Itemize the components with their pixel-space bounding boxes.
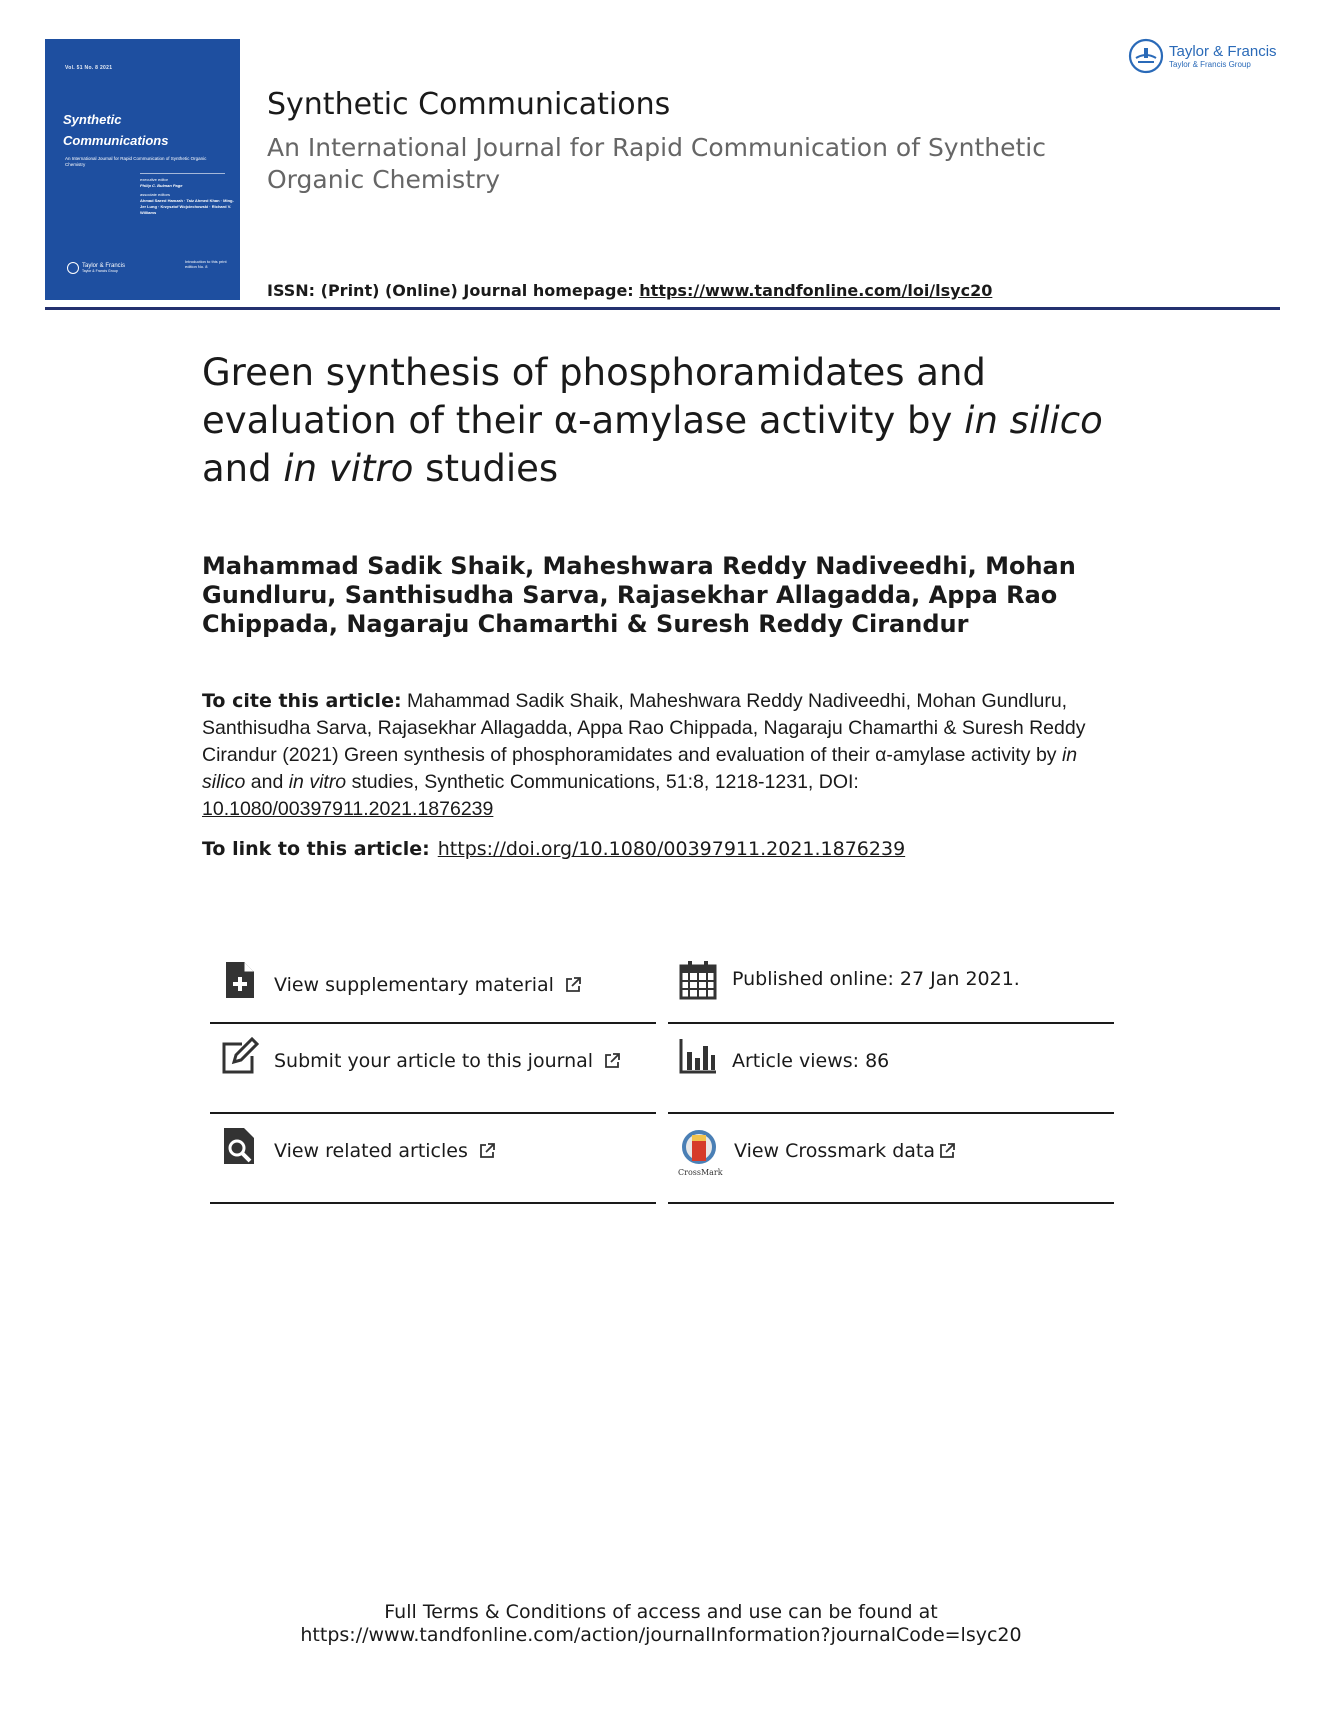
article-title-text3: studies xyxy=(413,447,559,490)
issn-line xyxy=(267,281,992,300)
article-title-text2: and xyxy=(202,447,284,490)
citation-lead: To cite this article: xyxy=(202,690,402,712)
citation-text2: and xyxy=(245,771,289,793)
cover-editors xyxy=(140,177,235,216)
bar-chart-icon xyxy=(678,1036,718,1076)
crossmark-label: View Crossmark data xyxy=(734,1140,936,1162)
cover-subtitle: An International Journal for Rapid Communication of Synthetic Organic Chemistry xyxy=(65,156,207,167)
article-doi-link[interactable]: https://doi.org/10.1080/00397911.2021.1876239 xyxy=(437,838,906,860)
issn-label: ISSN: (Print) (Online) Journal homepage: xyxy=(267,281,640,300)
article-title-text1: Green synthesis of phosphoramidates and evaluation of their α-amylase activity by xyxy=(202,351,986,442)
cover-rule xyxy=(140,173,225,174)
crossmark-cell[interactable] xyxy=(668,1114,1114,1204)
publisher-logo-icon xyxy=(1128,38,1164,74)
cover-title-line1: Synthetic xyxy=(63,112,122,127)
citation-block xyxy=(202,688,1102,823)
cover-assoc-label: associate editors xyxy=(140,192,171,197)
journal-homepage-link[interactable]: https://www.tandfonline.com/loi/lsyc20 xyxy=(639,281,993,300)
citation-text1: Mahammad Sadik Shaik, Maheshwara Reddy Nadiveedhi, Mohan Gundluru, Santhisudha Sarva, Rajasekhar Allagadda, Appa Rao Chippada, Nagaraju Chamarthi & Suresh Reddy Cirandur (2021) Green synthesis of phosphoramidates and evaluation of their α-amylase activity by xyxy=(202,690,1086,766)
citation-italic2: in vitro xyxy=(288,771,347,793)
related-label: View related articles xyxy=(274,1140,468,1162)
external-link-icon xyxy=(938,1142,956,1160)
cover-title xyxy=(63,109,168,151)
related-cell[interactable] xyxy=(210,1114,656,1204)
article-authors: Mahammad Sadik Shaik, Maheshwara Reddy Nadiveedhi, Mohan Gundluru, Santhisudha Sarva, Rajasekhar Allagadda, Appa Rao Chippada, Nagaraju Chamarthi & Suresh Reddy Cirandur xyxy=(202,552,1076,638)
cover-publisher-name: Taylor & Francis xyxy=(82,263,126,269)
views-cell xyxy=(668,1024,1114,1114)
published-label: Published online: 27 Jan 2021. xyxy=(732,968,1020,990)
article-link-lead: To link to this article: xyxy=(202,838,430,860)
article-title-italic2: in vitro xyxy=(283,447,414,490)
views-label: Article views: 86 xyxy=(732,1050,890,1072)
header-divider xyxy=(45,307,1280,310)
footer xyxy=(0,1601,1322,1647)
publisher-name: Taylor & Francis xyxy=(1169,43,1277,60)
cover-assoc: Ahmad Saeed Hamzah · Taiz Ahmed Khan · Ming-Jer Lung · Krzysztof Wojciechowski · Richard V. Williams xyxy=(140,198,234,215)
cover-editor-label: executive editor xyxy=(140,177,169,182)
cover-publisher-icon xyxy=(67,262,79,274)
edit-icon xyxy=(220,1036,260,1076)
article-link-line xyxy=(202,838,905,860)
crossmark-icon xyxy=(678,1130,723,1177)
citation-italic1: in silico xyxy=(202,744,1078,793)
supplementary-cell[interactable] xyxy=(210,934,656,1024)
article-title xyxy=(202,349,1122,493)
submit-cell[interactable] xyxy=(210,1024,656,1114)
cover-publisher xyxy=(67,262,125,274)
crossmark-caption: CrossMark xyxy=(678,1168,723,1177)
citation-doi-link[interactable]: 10.1080/00397911.2021.1876239 xyxy=(202,798,494,820)
submit-label: Submit your article to this journal xyxy=(274,1050,594,1072)
footer-line1: Full Terms & Conditions of access and use can be found at xyxy=(384,1601,938,1623)
journal-cover xyxy=(45,39,240,300)
journal-subtitle: An International Journal for Rapid Communication of Synthetic Organic Chemistry xyxy=(267,133,1046,194)
external-link-icon xyxy=(564,976,582,994)
footer-terms-link[interactable]: https://www.tandfonline.com/action/journalInformation?journalCode=lsyc20 xyxy=(300,1624,1022,1646)
cover-title-line2: Communications xyxy=(63,133,169,148)
published-cell xyxy=(668,934,1114,1024)
cover-publisher-group: Taylor & Francis Group xyxy=(82,269,118,273)
article-title-italic1: in silico xyxy=(964,399,1103,442)
cover-editor: Philip C. Bulman Page xyxy=(140,183,183,188)
search-document-icon xyxy=(220,1126,260,1166)
cover-issue-note: Introduction to this print edition No. 8 xyxy=(185,259,227,269)
calendar-icon xyxy=(678,960,718,1000)
supplementary-label: View supplementary material xyxy=(274,974,554,996)
external-link-icon xyxy=(478,1142,496,1160)
cover-volume: Vol. 51 No. 8 2021 xyxy=(65,65,113,71)
file-plus-icon xyxy=(220,960,260,1000)
citation-text3: studies, Synthetic Communications, 51:8, 1218-1231, DOI: xyxy=(346,771,859,793)
external-link-icon xyxy=(603,1052,621,1070)
publisher-logo[interactable] xyxy=(1128,38,1277,74)
publisher-group: Taylor & Francis Group xyxy=(1169,60,1251,69)
journal-title: Synthetic Communications xyxy=(267,87,671,122)
